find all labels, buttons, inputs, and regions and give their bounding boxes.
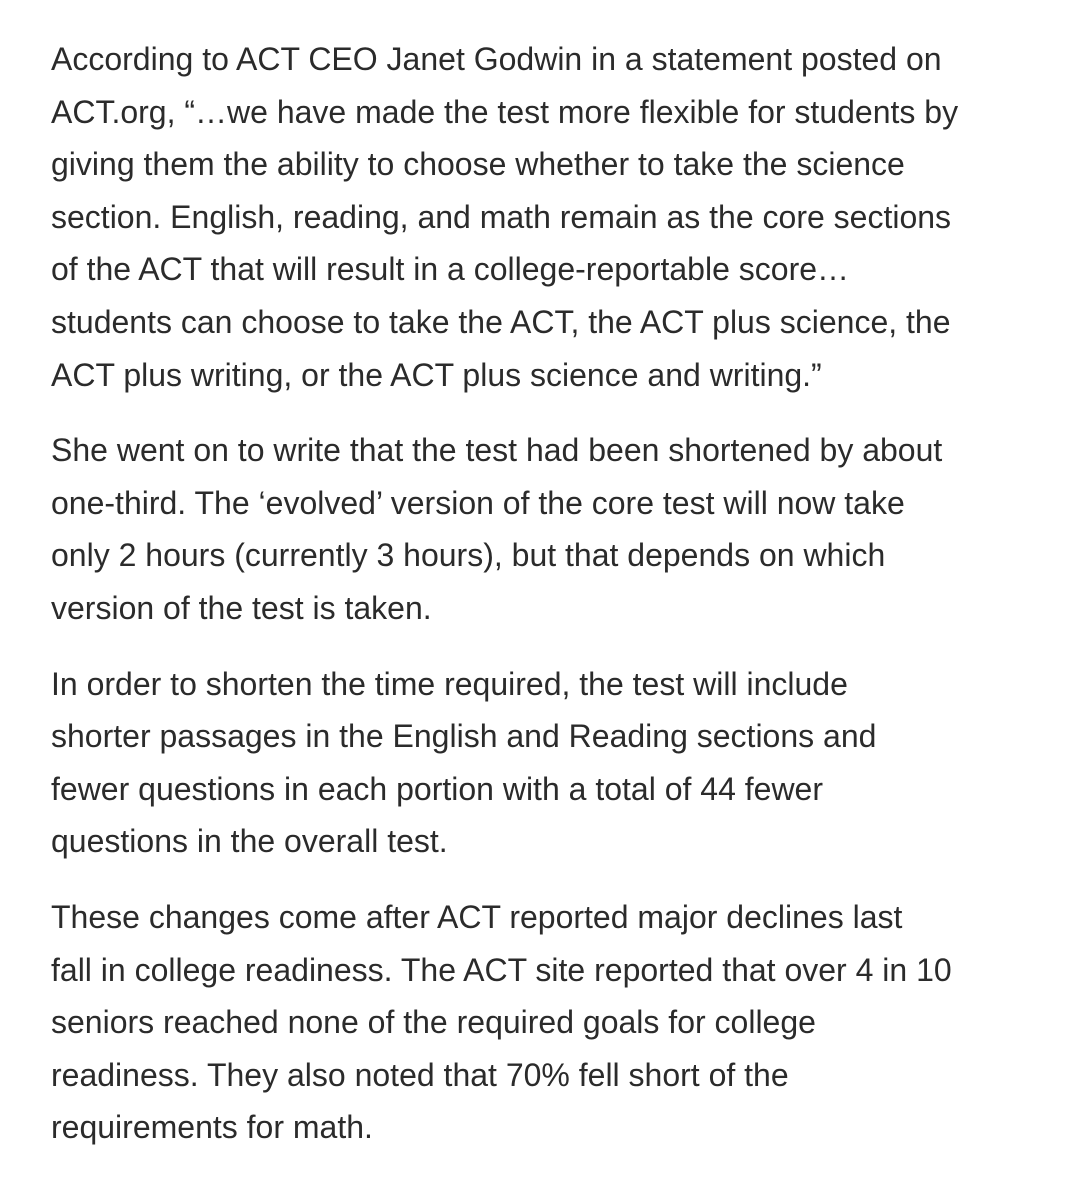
text-line: seniors reached none of the required goals for college: [51, 1004, 816, 1041]
text-line: section. English, reading, and math remain as the core sections: [51, 198, 952, 235]
text-line: requirements for math.: [51, 1109, 373, 1146]
text-line: fall in college readiness. The ACT site reported that over 4 in 10: [51, 951, 952, 988]
text-line: These changes come after ACT reported major declines last: [51, 898, 903, 935]
text-line: fewer questions in each portion with a total of 44 fewer: [51, 770, 823, 807]
text-line: ACT.org, “…we have made the test more flexible for students by: [51, 93, 959, 130]
text-line: students can choose to take the ACT, the ACT plus science, the: [51, 303, 951, 340]
text-line: only 2 hours (currently 3 hours), but that depends on which: [51, 537, 886, 574]
text-line: of the ACT that will result in a college-reportable score…: [51, 251, 850, 288]
paragraph-fewer-questions: [51, 658, 1040, 868]
paragraph-shortened-test: [51, 424, 1040, 634]
text-line: In order to shorten the time required, the test will include: [51, 665, 848, 702]
text-line: ACT plus writing, or the ACT plus science and writing.”: [51, 356, 822, 393]
text-line: giving them the ability to choose whether to take the science: [51, 146, 905, 183]
text-line: According to ACT CEO Janet Godwin in a statement posted on: [51, 41, 942, 77]
text-line: shorter passages in the English and Reading sections and: [51, 718, 877, 755]
text-line: one-third. The ‘evolved’ version of the core test will now take: [51, 484, 905, 521]
text-line: questions in the overall test.: [51, 823, 448, 860]
paragraph-ceo-statement: [51, 33, 1040, 401]
text-line: version of the test is taken.: [51, 589, 432, 626]
paragraph-readiness-declines: [51, 891, 1040, 1154]
text-line: She went on to write that the test had been shortened by about: [51, 432, 943, 469]
text-line: readiness. They also noted that 70% fell short of the: [51, 1056, 789, 1093]
